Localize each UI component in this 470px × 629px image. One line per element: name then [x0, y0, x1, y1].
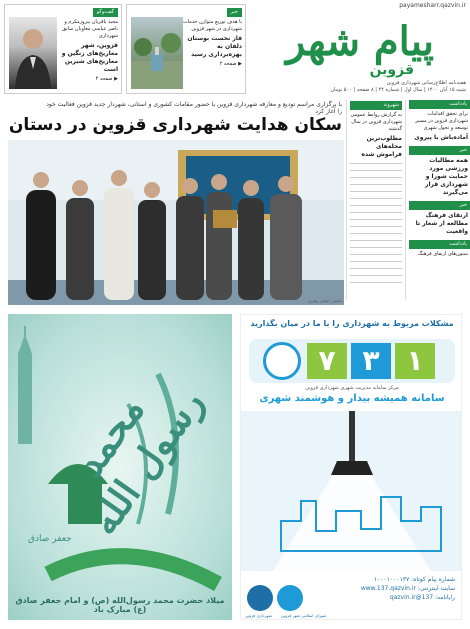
greeting-caption: میلاد حضرت محمد رسول‌الله (ص) و امام جعفر صادق (ع) مبارک باد	[15, 596, 225, 614]
sidebar-headline[interactable]: ارتقای فرهنگ مطالعه از شعار تا واقعیت	[415, 212, 468, 235]
sidebar-text: ستون‌های ارتقای فرهنگ	[417, 251, 468, 257]
ad-top-line: مشکلات مربوط به شهرداری را با ما در میان بگذارید	[250, 319, 454, 328]
issue-line-2: شنبه ۱۵ آبان ۱۴۰۰ | سال اول | شماره ۴۴ | ۸ صفحه | ۵۰۰ تومان	[330, 87, 466, 93]
municipality-logo-icon	[247, 585, 273, 611]
newspaper-logo-city: قزوین	[369, 62, 414, 78]
masthead	[250, 0, 470, 96]
greeting-ad[interactable]	[8, 314, 232, 620]
ad-137-system[interactable]	[240, 314, 462, 620]
council-logo-icon	[277, 585, 303, 611]
park-scene-icon	[131, 17, 183, 89]
topbox-headline: قزوین، شهر معاریخ‌های زنگین و معاریخ‌های شیرین است	[61, 42, 118, 73]
sidebar-heading: یادداشت	[409, 100, 470, 109]
ad-footer-logo-1: شهرداری قزوین	[245, 613, 272, 618]
sidebar-heading: یادداشت	[409, 240, 470, 249]
topbox-headline: فاز نخست بوستان دلفان به بهره‌برداری رسید	[187, 35, 242, 58]
topbox-text: مجید باقریان پیروزمکرم و ناصر عباسی معاونان سابق شهرداری	[62, 19, 118, 39]
right-sidebar	[409, 100, 470, 300]
ad-slogan: سامانه همیشه بیدار و هوشمند شهری	[259, 393, 445, 404]
ad-email[interactable]: رایانامه: 137@qazvin.ir	[389, 594, 455, 601]
sidebar-text: برای تحقق اقدامات شهرداری قزوین در مسیر توسعه و تحول شهری	[415, 111, 468, 131]
middle-column	[346, 100, 406, 300]
topbox-page-ref: ▶ صفحه ۲	[219, 61, 242, 67]
topbox-park[interactable]	[126, 4, 246, 94]
topbox-page-ref: ▶ صفحه ۴	[95, 76, 118, 82]
ad-org-line: مرکز سامانه مدیریت شهری شهرداری قزوین	[305, 385, 399, 391]
photo-caption: عکس: عباس رهبری	[308, 298, 342, 303]
headset-icon	[263, 342, 301, 380]
newspaper-logo: پیام شهر	[285, 18, 435, 65]
ad-website[interactable]: سایت اینترنتی: www.137.qazvin.ir	[360, 585, 455, 592]
calligraphy-main: محمد رسول الله	[66, 381, 213, 543]
digit-box: ۱	[395, 343, 435, 379]
digit-box: ۷	[307, 343, 347, 379]
person-silhouette-icon	[9, 17, 57, 89]
interview-portrait-photo	[9, 17, 57, 89]
site-url[interactable]: payamesharr.qazvin.ir	[399, 2, 466, 9]
headline-kicker: با برگزاری مراسم تودیع و معارفه شهرداری قزوین با حضور مقامات کشوری و استانی، شهردار جدید قزوین فعالیت خود را آغاز کرد	[46, 101, 342, 115]
main-photo	[8, 140, 344, 305]
sidebar-headline[interactable]: همه مطالبات ورزشی‌ مورد حمایت شورا و شهرداری قرار می‌گیرند	[425, 157, 468, 196]
digit-panel	[249, 339, 455, 383]
issue-line-1: هفته‌نامه اطلاع‌رسانی شهرداری قزوین	[386, 80, 466, 86]
ad-sms-number: شماره پیام کوتاه: ۱۰۰۰۱۰۰۰۱۳۷	[373, 576, 455, 583]
topbox-text: با هدف توزیع متوازن خدمات شهرداری در شهر قزوین	[182, 19, 242, 32]
digit-box: ۳	[351, 343, 391, 379]
sidebar-headline[interactable]: آماده‌باش با پیروی	[414, 134, 468, 141]
calligraphy-sub: جعفر صادق	[28, 534, 72, 544]
sidebar-heading: خبر	[409, 146, 470, 155]
topbox-tag: گفت‌وگو	[93, 8, 118, 17]
midcol-headline[interactable]: مطلوب‌ترین محله‌های فراموش شده	[361, 135, 402, 158]
ad-footer-logo-2: شورای اسلامی شهر قزوین	[281, 613, 327, 618]
midcol-heading: شهروند	[350, 101, 402, 110]
ceremony-scene-icon	[8, 140, 344, 305]
midcol-text: به گزارش روابط عمومی شهرداری قزوین در سال گذشته	[350, 112, 402, 132]
city-skyline-illustration-icon	[241, 411, 462, 571]
sidebar-heading: خبر	[409, 201, 470, 210]
midcol-body-text-lines	[350, 163, 402, 283]
topbox-tag: خبر	[227, 8, 242, 17]
main-headline[interactable]: سکان هدایت شهرداری قزوین در دستان	[8, 115, 342, 135]
park-photo	[131, 17, 183, 89]
issue-info	[254, 80, 466, 94]
topbox-interview[interactable]	[4, 4, 122, 94]
